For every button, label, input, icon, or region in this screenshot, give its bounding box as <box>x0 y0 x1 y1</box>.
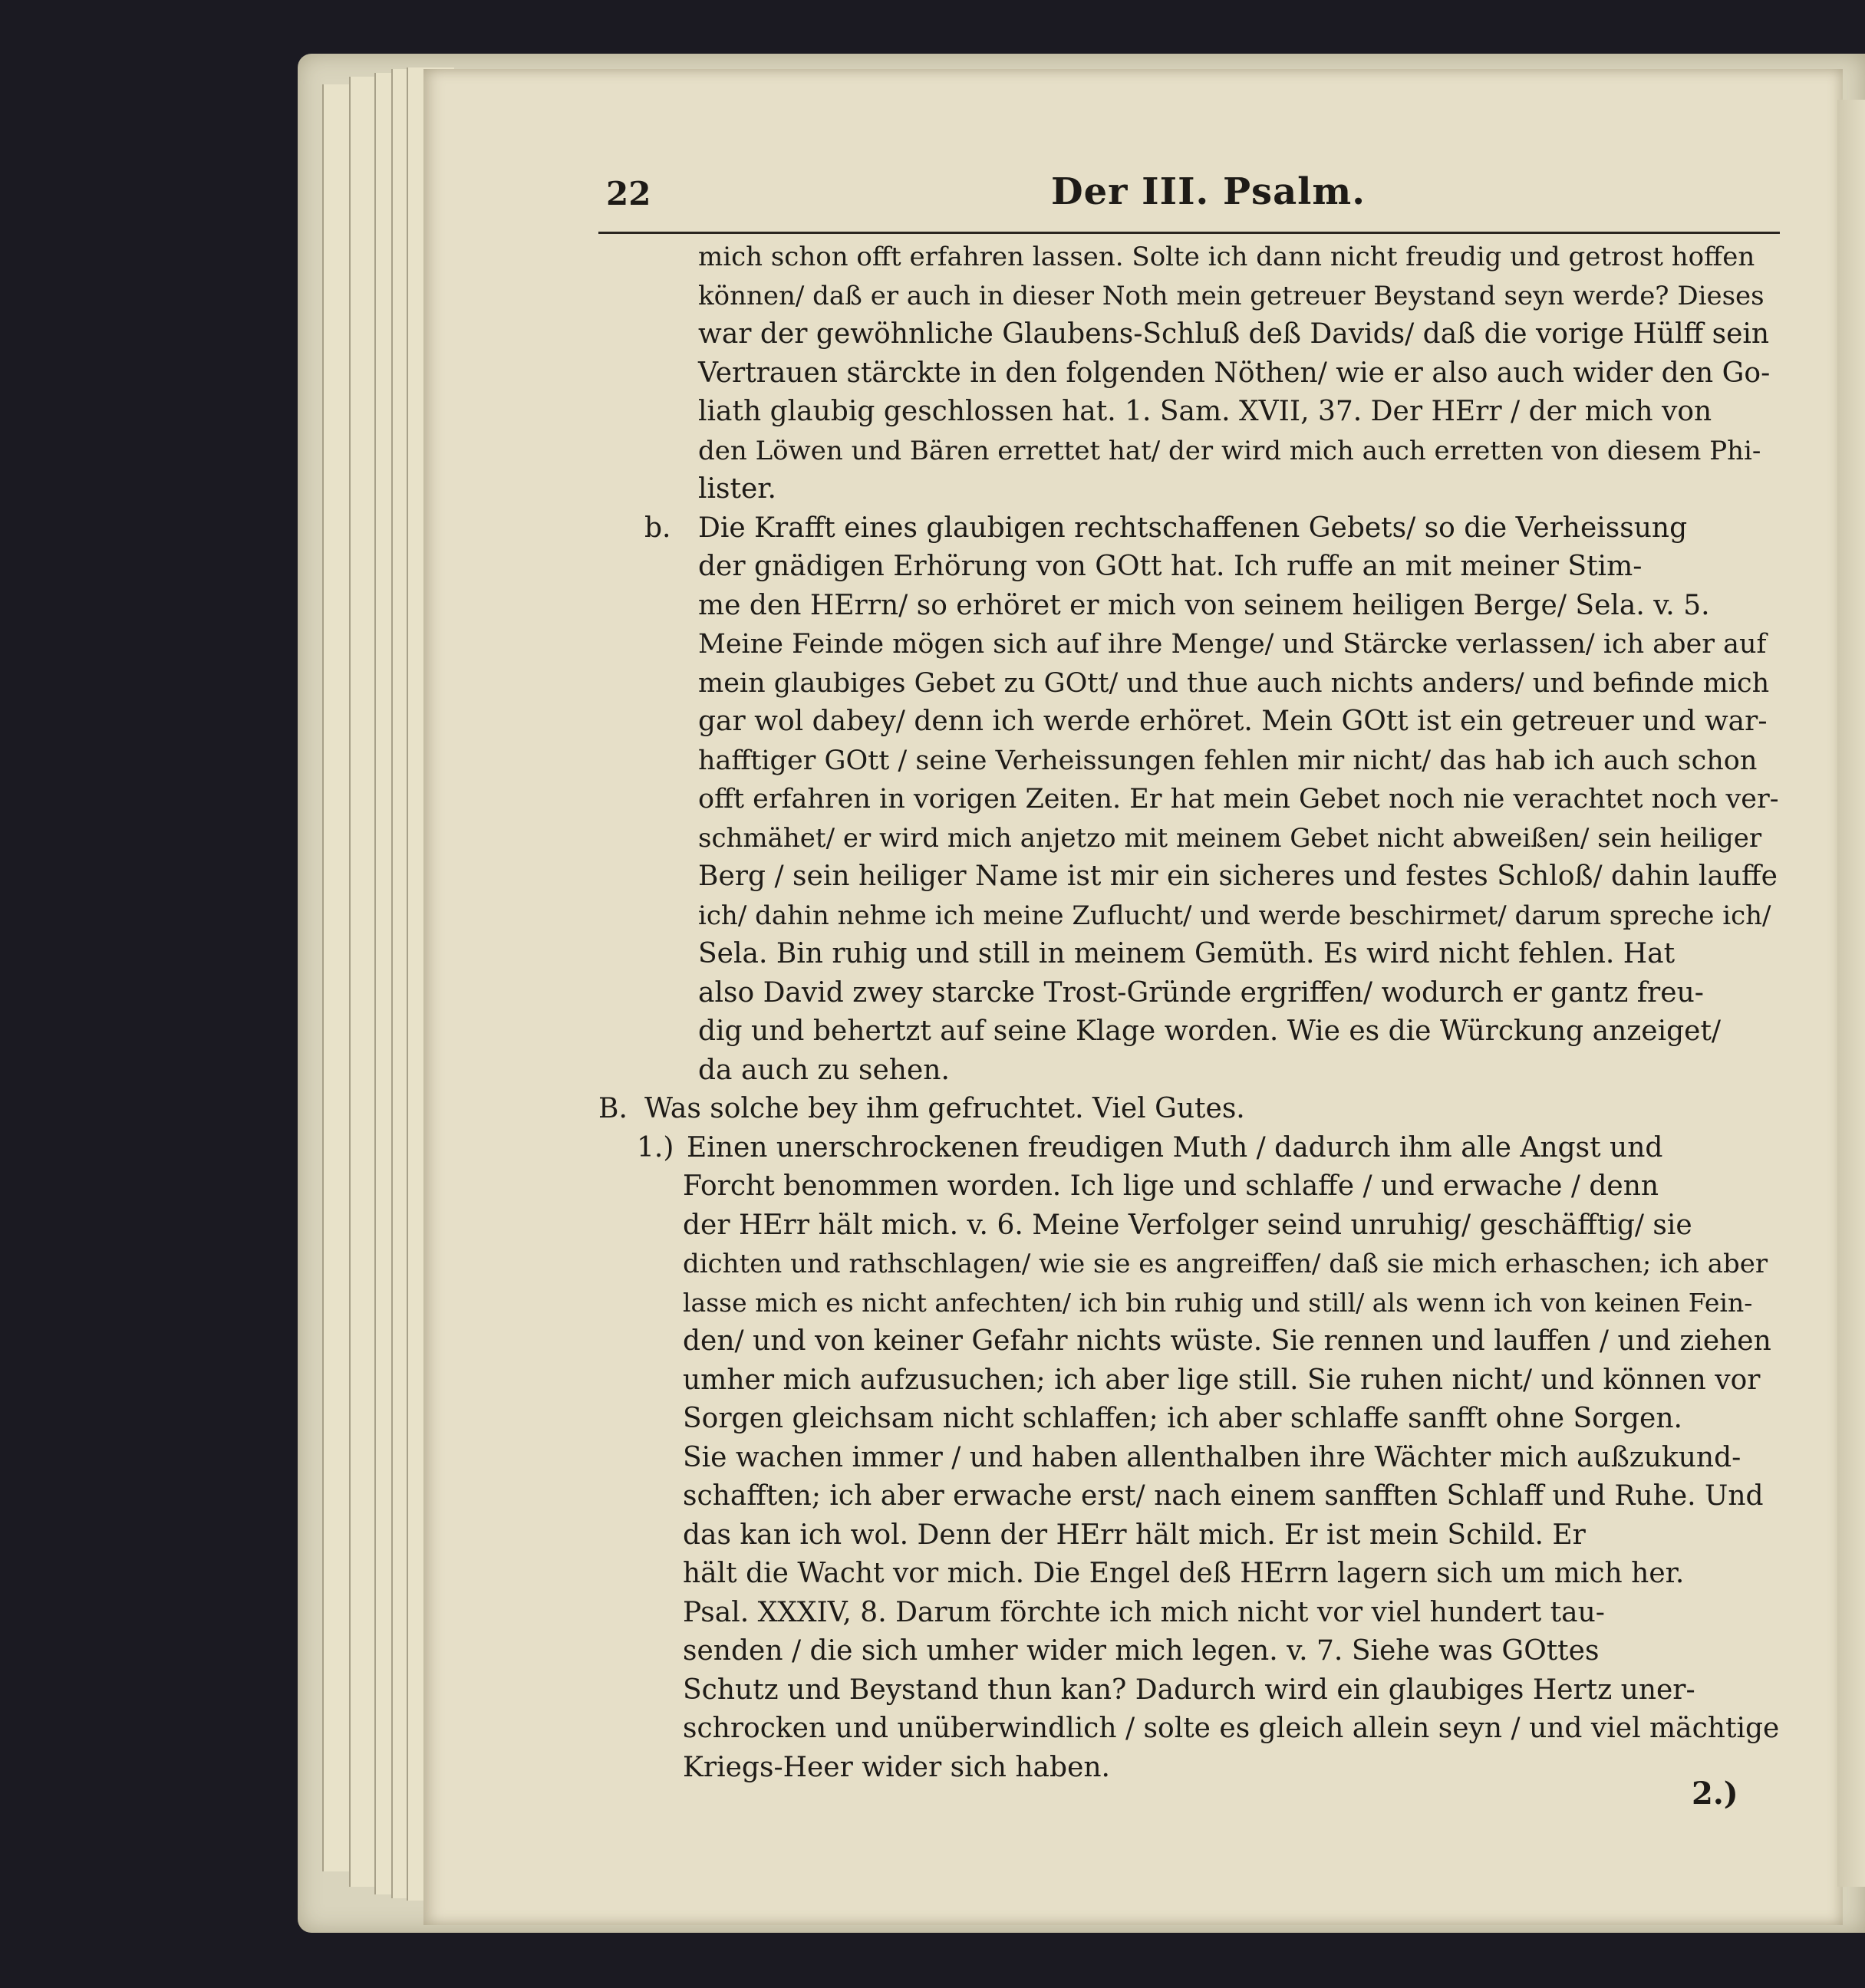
text-line <box>598 1322 1780 1361</box>
line-text: also David zwey starcke Trost-Gründe ergriffen/ wodurch er gantz freu- <box>698 976 1704 1009</box>
line-text: mein glaubiges Gebet zu GOtt/ und thue auch nichts anders/ und befinde mich <box>698 667 1770 699</box>
text-line <box>598 1206 1780 1246</box>
paragraph-marker: 1.) <box>637 1131 674 1164</box>
text-line <box>598 315 1780 354</box>
line-text: Sorgen gleichsam nicht schlaffen; ich aber schlaffe sanfft ohne Sorgen. <box>683 1403 1682 1434</box>
line-text: lister. <box>698 473 776 505</box>
paragraph-marker: b. <box>644 512 671 544</box>
text-line <box>598 432 1780 471</box>
line-text: den Löwen und Bären errettet hat/ der wird mich auch erretten von diesem Phi- <box>698 435 1761 466</box>
text-line <box>598 703 1780 742</box>
line-text: gar wol dabey/ denn ich werde erhöret. Mein GOtt ist ein getreuer und war- <box>698 706 1768 737</box>
text-line <box>598 548 1780 587</box>
text-line <box>598 1632 1780 1671</box>
page-number: 22 <box>606 175 651 212</box>
line-text: offt erfahren in vorigen Zeiten. Er hat mein Gebet noch nie verachtet noch ver- <box>698 784 1779 815</box>
text-line <box>598 238 1780 277</box>
line-text: Vertrauen stärckte in den folgenden Nöthen/ wie er also auch wider den Go- <box>698 357 1771 389</box>
line-text: hält die Wacht vor mich. Die Engel deß HErrn lagern sich um mich her. <box>683 1558 1685 1589</box>
line-text: schmähet/ er wird mich anjetzo mit meinem Gebet nicht abweißen/ sein heiliger <box>698 822 1762 854</box>
text-line <box>598 1671 1780 1710</box>
text-line <box>598 1594 1780 1633</box>
text-line <box>598 1245 1780 1284</box>
line-text: Berg / sein heiliger Name ist mir ein sicheres und festes Schloß/ dahin lauffe <box>698 861 1778 892</box>
text-line <box>598 1710 1780 1749</box>
text-line <box>598 742 1780 781</box>
text-line <box>598 587 1780 626</box>
text-line <box>598 1012 1780 1052</box>
line-text: Die Krafft eines glaubigen rechtschaffenen Gebets/ so die Verheissung <box>698 512 1688 544</box>
text-line <box>598 897 1780 936</box>
page-body-text <box>598 238 1780 1787</box>
line-text: hafftiger GOtt / seine Verheissungen fehlen mir nicht/ das hab ich auch schon <box>698 745 1758 776</box>
line-text: liath glaubig geschlossen hat. 1. Sam. XVII, 37. Der HErr / der mich von <box>698 396 1712 427</box>
text-line <box>598 935 1780 974</box>
line-text: war der gewöhnliche Glaubens-Schluß deß Davids/ daß die vorige Hülff sein <box>698 318 1770 350</box>
line-text: Forcht benommen worden. Ich lige und schlaffe / und erwache / denn <box>683 1170 1659 1202</box>
text-line <box>598 1477 1780 1516</box>
line-text: mich schon offt erfahren lassen. Solte ich dann nicht freudig und getrost hoffen <box>698 242 1755 272</box>
line-text: Meine Feinde mögen sich auf ihre Menge/ und Stärcke verlassen/ ich aber auf <box>698 629 1767 660</box>
line-text: können/ daß er auch in dieser Noth mein getreuer Beystand seyn werde? Dieses <box>698 280 1765 311</box>
line-text: Sie wachen immer / und haben allenthalben ihre Wächter mich außzukund- <box>683 1441 1741 1473</box>
text-line <box>598 819 1780 858</box>
header-rule <box>598 232 1780 234</box>
line-text: umher mich aufzusuchen; ich aber lige still. Sie ruhen nicht/ und können vor <box>683 1364 1761 1396</box>
text-line <box>598 1439 1780 1478</box>
line-text: der HErr hält mich. v. 6. Meine Verfolger seind unruhig/ geschäfftig/ sie <box>683 1209 1692 1241</box>
line-text: me den HErrn/ so erhöret er mich von seinem heiligen Berge/ Sela. v. 5. <box>698 589 1710 621</box>
paragraph-marker: B. <box>598 1093 628 1124</box>
line-text: lasse mich es nicht anfechten/ ich bin ruhig und still/ als wenn ich von keinen Fein- <box>683 1287 1753 1318</box>
line-text: Kriegs-Heer wider sich haben. <box>683 1751 1110 1783</box>
text-line <box>598 509 1780 548</box>
line-text: Was solche bey ihm gefruchtet. Viel Gutes. <box>644 1093 1245 1124</box>
facing-page-edge <box>1837 100 1865 1887</box>
line-text: dig und behertzt auf seine Klage worden. Wie es die Würckung anzeiget/ <box>698 1015 1722 1047</box>
text-line <box>598 974 1780 1013</box>
text-line <box>598 1749 1780 1788</box>
text-line <box>598 1361 1780 1400</box>
line-text: Sela. Bin ruhig und still in meinem Gemüth. Es wird nicht fehlen. Hat <box>698 938 1676 969</box>
text-line <box>598 664 1780 703</box>
text-line <box>598 277 1780 316</box>
line-text: das kan ich wol. Denn der HErr hält mich. Er ist mein Schild. Er <box>683 1519 1586 1551</box>
text-line <box>598 393 1780 432</box>
line-text: schafften; ich aber erwache erst/ nach einem sanfften Schlaff und Ruhe. Und <box>683 1480 1764 1512</box>
text-line <box>598 1052 1780 1091</box>
running-head: Der III. Psalm. <box>1051 170 1366 213</box>
line-text: ich/ dahin nehme ich meine Zuflucht/ und werde beschirmet/ darum spreche ich/ <box>698 900 1771 931</box>
text-line <box>598 1555 1780 1594</box>
line-text: Psal. XXXIV, 8. Darum förchte ich mich nicht vor viel hundert tau- <box>683 1596 1605 1628</box>
text-line <box>598 1516 1780 1555</box>
line-text: senden / die sich umher wider mich legen. v. 7. Siehe was GOttes <box>683 1635 1600 1667</box>
line-text: Schutz und Beystand thun kan? Dadurch wird ein glaubiges Hertz uner- <box>683 1674 1695 1706</box>
line-text: schrocken und unüberwindlich / solte es gleich allein seyn / und viel mächtige <box>683 1713 1780 1744</box>
text-line <box>598 625 1780 664</box>
text-line <box>598 1090 1780 1129</box>
line-text: da auch zu sehen. <box>698 1054 950 1086</box>
line-text: den/ und von keiner Gefahr nichts wüste. Sie rennen und lauffen / und ziehen <box>683 1325 1771 1357</box>
line-text: Einen unerschrockenen freudigen Muth / dadurch ihm alle Angst und <box>687 1131 1663 1164</box>
line-text: dichten und rathschlagen/ wie sie es angreiffen/ daß sie mich erhaschen; ich aber <box>683 1249 1768 1279</box>
text-line <box>598 1400 1780 1439</box>
text-line <box>598 857 1780 897</box>
text-line <box>598 780 1780 819</box>
catchword: 2.) <box>1692 1776 1738 1812</box>
text-line <box>598 1284 1780 1323</box>
text-line <box>598 354 1780 393</box>
text-line <box>598 470 1780 509</box>
line-text: der gnädigen Erhörung von GOtt hat. Ich ruffe an mit meiner Stim- <box>698 551 1643 582</box>
text-line <box>598 1129 1780 1168</box>
text-line <box>598 1167 1780 1206</box>
